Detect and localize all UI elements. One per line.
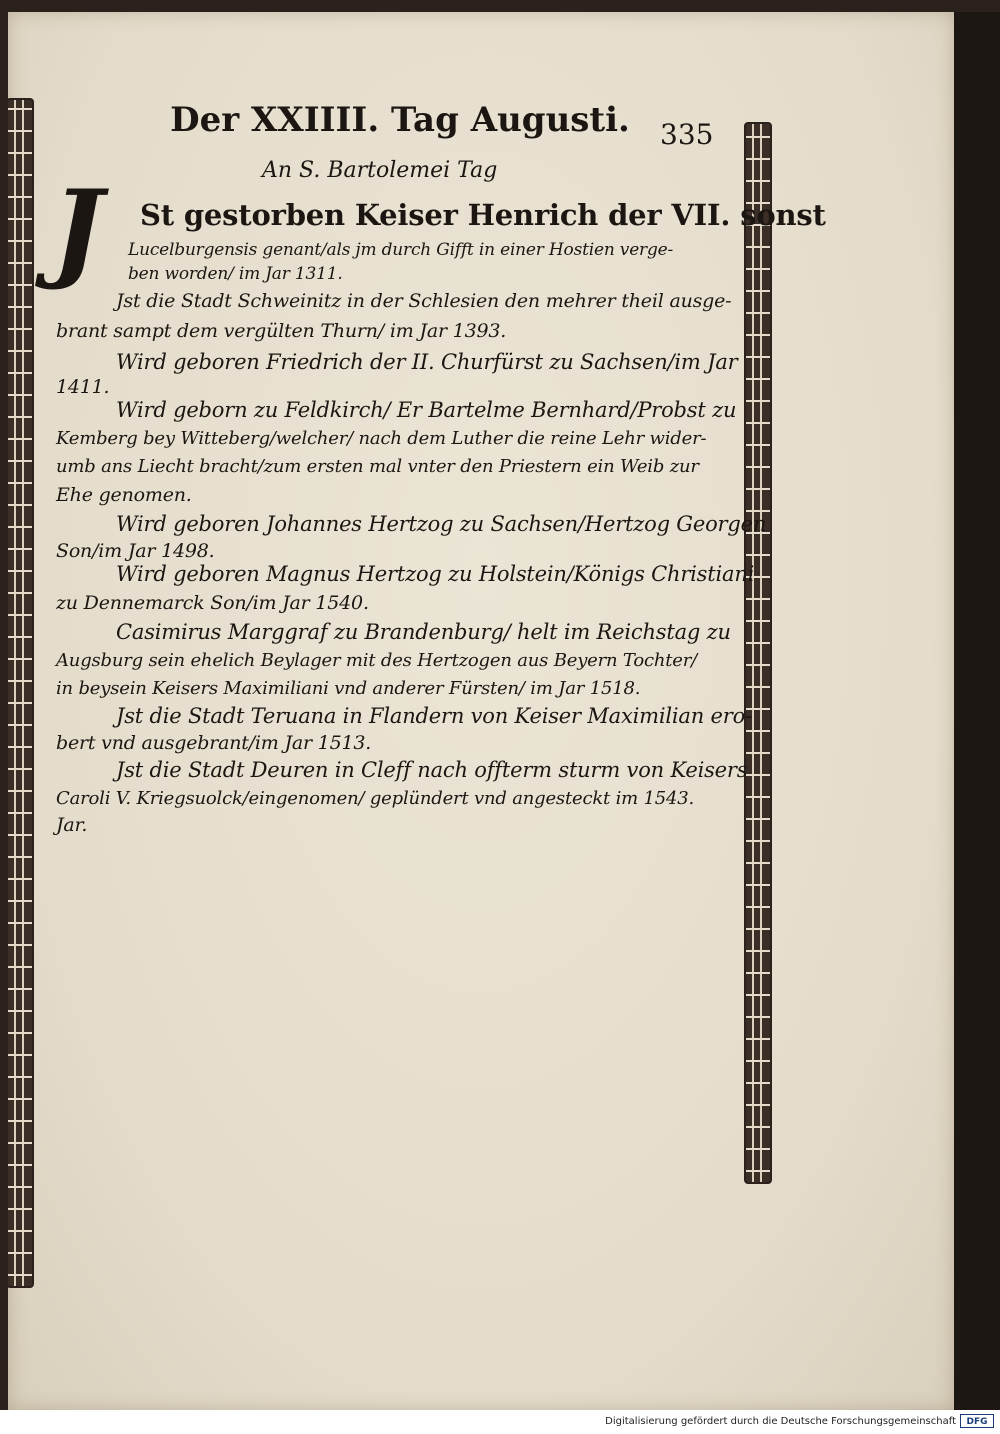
entry-8-line-2: bert vnd ausgebrant/im Jar 1513.	[56, 732, 372, 754]
entry-3-line-1: Wird geboren Friedrich der II. Churfürst zu Sachsen/im Jar	[116, 350, 738, 374]
entry-1-line-2: Lucelburgensis genant/als jm durch Gifft in einer Hostien verge-	[128, 240, 674, 260]
entry-6-line-2: zu Dennemarck Son/im Jar 1540.	[56, 592, 369, 614]
entry-6-line-1: Wird geboren Magnus Hertzog zu Holstein/Königs Christiani	[116, 562, 755, 586]
drop-cap-initial: J	[52, 167, 104, 293]
entry-9-line-3: Jar.	[56, 814, 88, 836]
entry-9-line-2: Caroli V. Kriegsuolck/eingenomen/ geplündert vnd angesteckt im 1543.	[56, 788, 695, 809]
entry-4-line-3: umb ans Liecht bracht/zum ersten mal vnter den Priestern ein Weib zur	[56, 456, 699, 477]
entry-5-line-2: Son/im Jar 1498.	[56, 540, 215, 562]
entry-5-line-1: Wird geboren Johannes Hertzog zu Sachsen/Hertzog Georgen	[116, 512, 767, 536]
entry-8-line-1: Jst die Stadt Teruana in Flandern von Keiser Maximilian ero-	[116, 704, 752, 728]
entry-2-line-2: brant sampt dem vergülten Thurn/ im Jar 1393.	[56, 320, 507, 342]
entry-9-line-1: Jst die Stadt Deuren in Cleff nach offterm sturm von Keisers	[116, 758, 748, 782]
entry-2-line-1: Jst die Stadt Schweinitz in der Schlesien den mehrer theil ausge-	[116, 290, 732, 312]
entry-3-line-2: 1411.	[56, 376, 110, 398]
entry-4-line-4: Ehe genomen.	[56, 484, 192, 506]
entry-7-line-1: Casimirus Marggraf zu Brandenburg/ helt im Reichstag zu	[116, 620, 731, 644]
entry-1-line-3: ben worden/ im Jar 1311.	[128, 264, 343, 284]
entry-4-line-1: Wird geborn zu Feldkirch/ Er Bartelme Bernhard/Probst zu	[116, 398, 737, 422]
entry-7-line-3: in beysein Keisers Maximiliani vnd anderer Fürsten/ im Jar 1518.	[56, 678, 641, 699]
subheading: An S. Bartolemei Tag	[262, 158, 498, 183]
page-header: Der XXIIII. Tag Augusti.	[170, 100, 630, 140]
left-ornamental-border	[6, 98, 34, 1288]
entry-1-line-1: St gestorben Keiser Henrich der VII. sonst	[140, 198, 826, 232]
digitization-credit: Digitalisierung gefördert durch die Deutsche Forschungsgemeinschaft	[605, 1416, 956, 1427]
dfg-logo-icon: DFG	[960, 1414, 994, 1428]
entry-7-line-2: Augsburg sein ehelich Beylager mit des Hertzogen aus Beyern Tochter/	[56, 650, 698, 671]
scan-edge	[954, 12, 1000, 1410]
right-ornamental-border	[744, 122, 772, 1184]
entry-4-line-2: Kemberg bey Witteberg/welcher/ nach dem Luther die reine Lehr wider-	[56, 428, 707, 449]
page-number: 335	[660, 118, 714, 151]
